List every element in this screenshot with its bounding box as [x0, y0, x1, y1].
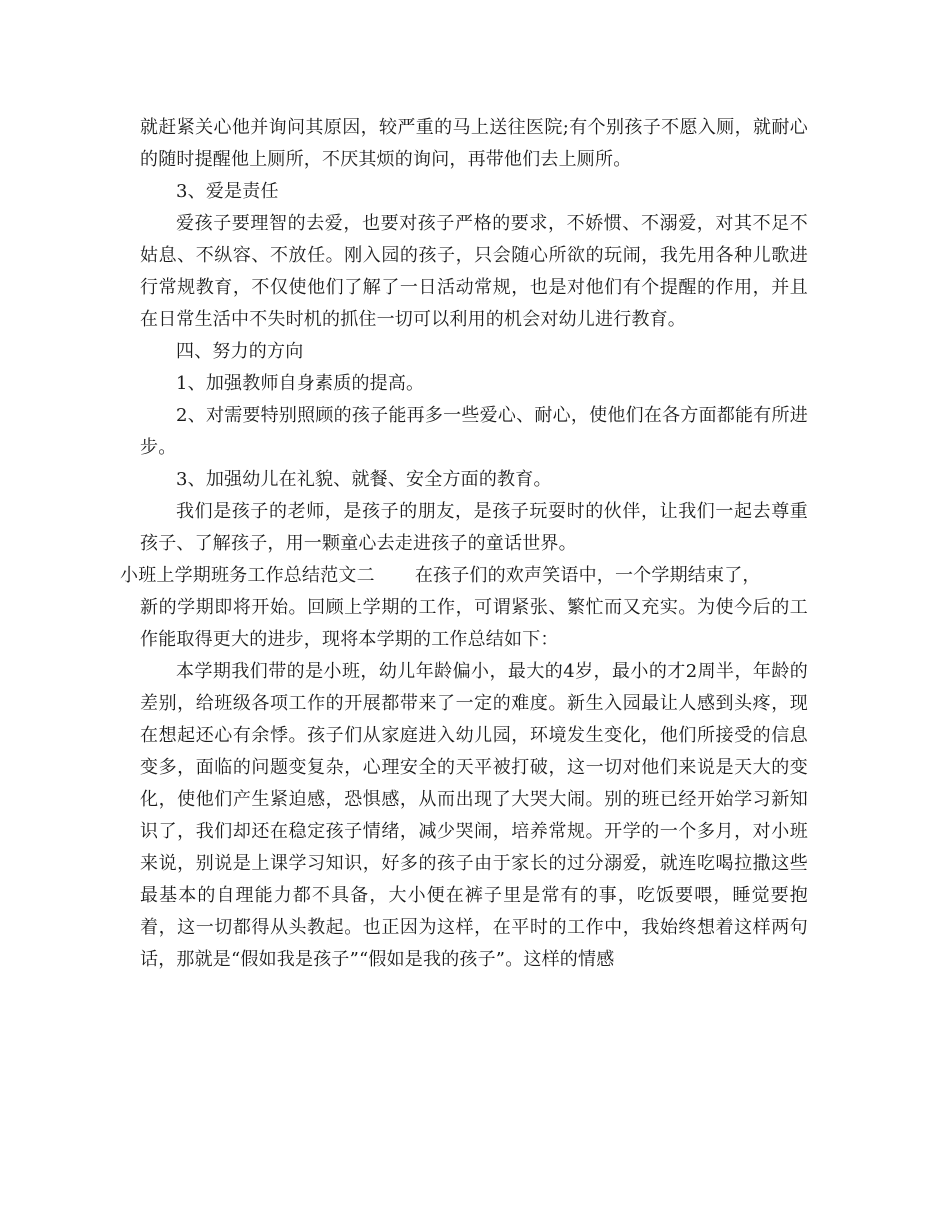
- paragraph-closing: 我们是孩子的老师，是孩子的朋友，是孩子玩耍时的伙伴，让我们一起去尊重孩子、了解孩子，用一颗童心去走进孩子的童话世界。: [140, 501, 808, 554]
- paragraph-care-continued: 就赶紧关心他并询问其原因，较严重的马上送往医院;有个别孩子不愿入厕，就耐心的随时提醒他上厕所，不厌其烦的询问，再带他们去上厕所。: [140, 117, 808, 170]
- direction-item-3: 3、加强幼儿在礼貌、就餐、安全方面的教育。: [176, 469, 552, 490]
- direction-item-2: 2、对需要特别照顾的孩子能再多一些爱心、耐心，使他们在各方面都能有所进步。: [140, 405, 808, 458]
- section-heading-direction: 四、努力的方向: [176, 341, 304, 362]
- section-two-intro-rest: 新的学期即将开始。回顾上学期的工作，可谓紧张、繁忙而又充实。为使今后的工作能取得更大的进步，现将本学期的工作总结如下：: [140, 597, 808, 650]
- document-body: [120, 112, 808, 976]
- section-two-body: 本学期我们带的是小班，幼儿年龄偏小，最大的4岁，最小的才2周半，年龄的差别，给班级各项工作的开展都带来了一定的难度。新生入园最让人感到头疼，现在想起还心有余悸。孩子们从家庭进入幼儿园，环境发生变化，他们所接受的信息变多，面临的问题变复杂，心理安全的天平被打破，这一切对他们来说是天大的变化，使他们产生紧迫感，恐惧感，从而出现了大哭大闹。别的班已经开始学习新知识了，我们却还在稳定孩子情绪，减少哭闹，培养常规。开学的一个多月，对小班来说，别说是上课学习知识，好多的孩子由于家长的过分溺爱，就连吃喝拉撒这些最基本的自理能力都不具备，大小便在裤子里是常有的事，吃饭要喂，睡觉要抱着，这一切都得从头教起。也正因为这样，在平时的工作中，我始终想着这样两句话，那就是“假如我是孩子”“假如是我的孩子”。这样的情感: [140, 661, 808, 970]
- section-two: [120, 560, 808, 976]
- section-two-intro-first-line: 在孩子们的欢声笑语中，一个学期结束了，: [414, 565, 761, 586]
- section-two-title: 小班上学期班务工作总结范文二: [120, 565, 375, 586]
- item-love-is-responsibility: 3、爱是责任: [176, 181, 279, 202]
- direction-item-1: 1、加强教师自身素质的提高。: [176, 373, 425, 394]
- paragraph-rational-love: 爱孩子要理智的去爱，也要对孩子严格的要求，不娇惯、不溺爱，对其不足不姑息、不纵容、不放任。刚入园的孩子，只会随心所欲的玩闹，我先用各种儿歌进行常规教育，不仅使他们了解了一日活动常规，也是对他们有个提醒的作用，并且在日常生活中不失时机的抓住一切可以利用的机会对幼儿进行教育。: [140, 213, 808, 330]
- section-two-title-row: [120, 560, 808, 592]
